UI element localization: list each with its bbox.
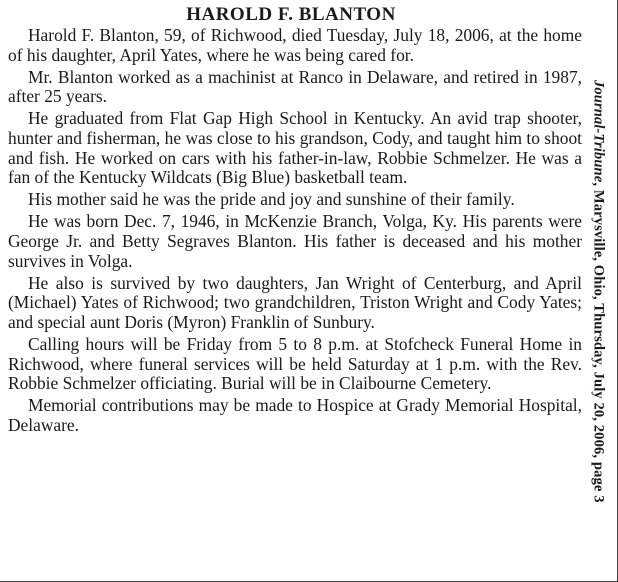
paragraph-hobbies: He graduated from Flat Gap High School in Kentucky. An avid trap shooter, hunter and fisherman, he was close to his grandson, Cody, and taught him to shoot and fish. He worked on cars with his father-in-law, Robbie Schmelzer. He was a fan of the Kentucky Wildcats (Big Blue) basketball team. [8, 108, 582, 188]
paragraph-memorials: Memorial contributions may be made to Hospice at Grady Memorial Hospital, Delaware. [8, 395, 582, 435]
obituary-article [8, 4, 582, 438]
paragraph-mother-quote: His mother said he was the pride and joy and sunshine of their family. [28, 189, 515, 210]
newspaper-name: Journal-Tribune [590, 79, 607, 183]
obituary-headline: HAROLD F. BLANTON [186, 4, 396, 25]
paragraph-birth: He was born Dec. 7, 1946, in McKenzie Branch, Volga, Ky. His parents were George Jr. and Betty Segraves Blanton. His father is deceased and his mother survives in Volga. [8, 211, 582, 271]
source-credit [587, 8, 609, 574]
obituary-body [8, 26, 582, 435]
source-credit-text [590, 80, 607, 503]
publication-details: , Marysville, Ohio, Thursday, July 20, 2006, page 3 [590, 182, 607, 503]
paragraph-death-notice: Harold F. Blanton, 59, of Richwood, died Tuesday, July 18, 2006, at the home of his daughter, April Yates, where he was being cared for. [8, 25, 582, 65]
paragraph-survivors: He also is survived by two daughters, Jan Wright of Centerburg, and April (Michael) Yates of Richwood; two grandchildren, Triston Wright and Cody Yates; and special aunt Doris (Myron) Franklin of Sunbury. [8, 272, 582, 332]
paragraph-career: Mr. Blanton worked as a machinist at Ranco in Delaware, and retired in 1987, after 25 years. [8, 66, 582, 107]
paragraph-services: Calling hours will be Friday from 5 to 8 p.m. at Stofcheck Funeral Home in Richwood, where funeral services will be held Saturday at 1 p.m. with the Rev. Robbie Schmelzer officiating. Burial will be in Claibourne Cemetery. [8, 333, 582, 394]
